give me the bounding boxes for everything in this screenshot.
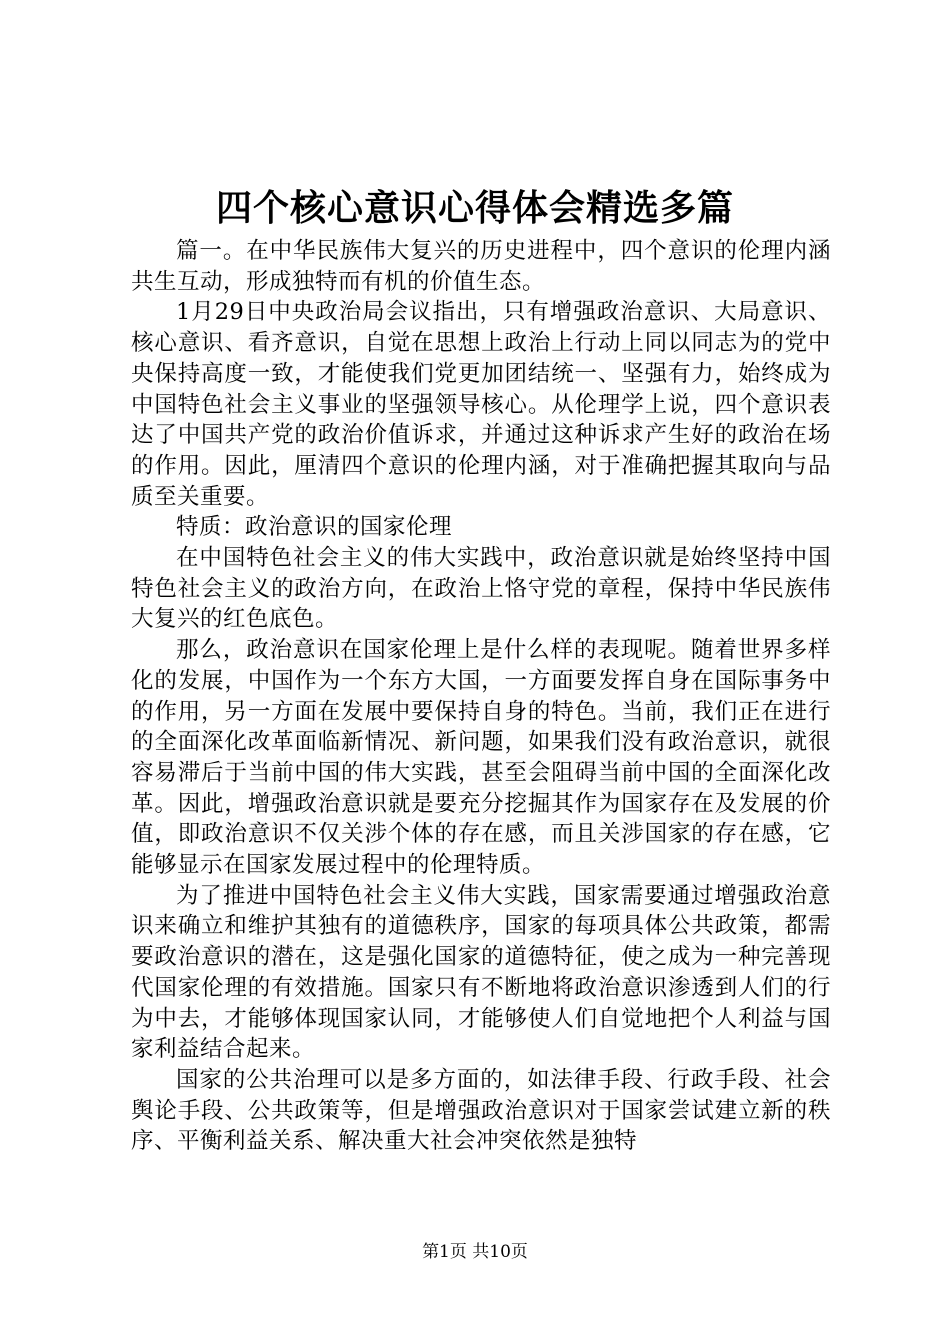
paragraph-2: 1月29日中央政治局会议指出，只有增强政治意识、大局意识、核心意识、看齐意识，自觉在思想上政治上行动上同以同志为的党中央保持高度一致，才能使我们党更加团结统一、坚强有力，始终成为中国特色社会主义事业的坚强领导核心。从伦理学上说，四个意识表达了中国共产党的政治价值诉求，并通过这种诉求产生好的政治在场的作用。因此，厘清四个意识的伦理内涵，对于准确把握其取向与品质至关重要。: [131, 299, 831, 510]
section-heading: 特质：政治意识的国家伦理: [176, 514, 453, 541]
paragraph-3: 在中国特色社会主义的伟大实践中，政治意识就是始终坚持中国特色社会主义的政治方向，在政治上恪守党的章程，保持中华民族伟大复兴的红色底色。: [131, 545, 831, 633]
document-body: [131, 236, 831, 1157]
document-title: 四个核心意识心得体会精选多篇: [215, 187, 734, 229]
paragraph-6: 国家的公共治理可以是多方面的，如法律手段、行政手段、社会舆论手段、公共政策等，但是增强政治意识对于国家尝试建立新的秩序、平衡利益关系、解决重大社会冲突依然是独特: [131, 1066, 831, 1155]
paragraph-5: 为了推进中国特色社会主义伟大实践，国家需要通过增强政治意识来确立和维护其独有的道德秩序，国家的每项具体公共政策，都需要政治意识的潜在，这是强化国家的道德特征，使之成为一种完善现代国家伦理的有效措施。国家只有不断地将政治意识渗透到人们的行为中去，才能够体现国家认同，才能够使人们自觉地把个人利益与国家利益结合起来。: [131, 882, 831, 1063]
paragraph-4: 那么，政治意识在国家伦理上是什么样的表现呢。随着世界多样化的发展，中国作为一个东方大国，一方面要发挥自身在国际事务中的作用，另一方面在发展中要保持自身的特色。当前，我们正在进行的全面深化改革面临新情况、新问题，如果我们没有政治意识，就很容易滞后于当前中国的伟大实践，甚至会阻碍当前中国的全面深化改革。因此，增强政治意识就是要充分挖掘其作为国家存在及发展的价值，即政治意识不仅关涉个体的存在感，而且关涉国家的存在感，它能够显示在国家发展过程中的伦理特质。: [131, 637, 831, 879]
paragraph-1: 篇一。在中华民族伟大复兴的历史进程中，四个意识的伦理内涵共生互动，形成独特而有机的价值生态。: [131, 238, 831, 295]
page-number-footer: 第1页 共10页: [422, 1242, 528, 1262]
